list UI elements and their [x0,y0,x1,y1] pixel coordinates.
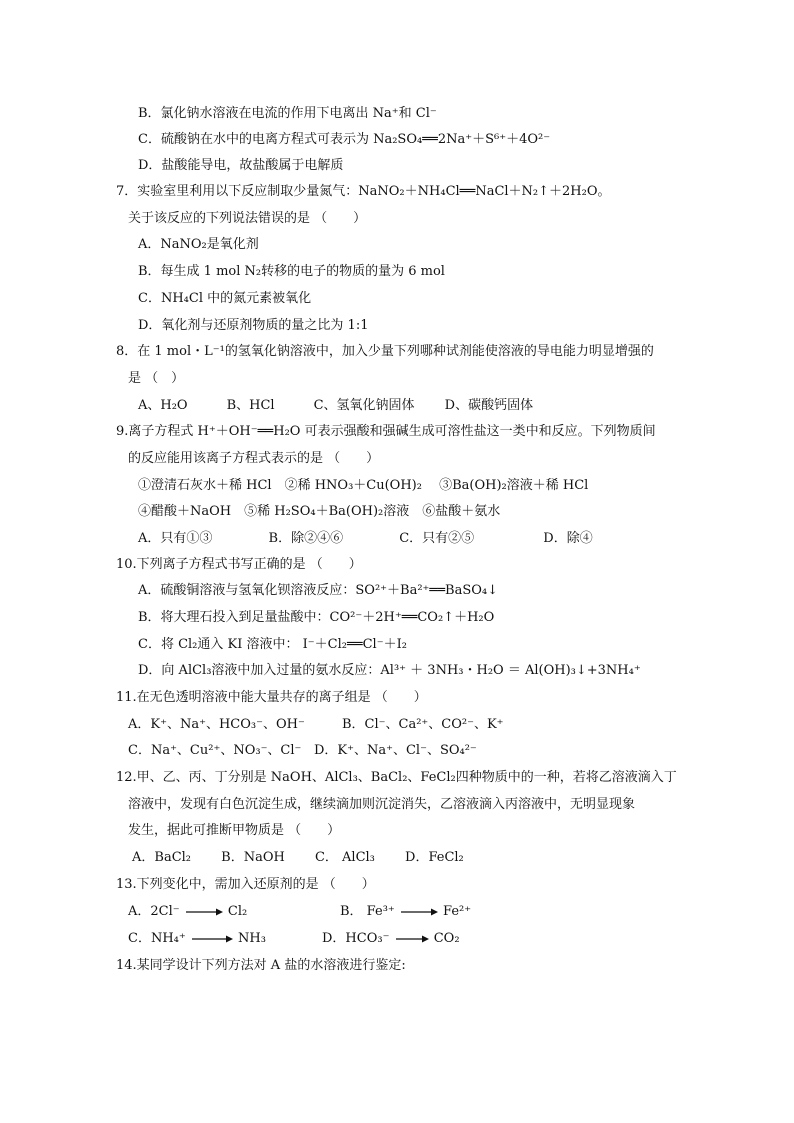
reaction-arrow-icon [184,907,224,917]
q9-items-line2: ④醋酸＋NaOH ⑤稀 H₂SO₄＋Ba(OH)₂溶液 ⑥盐酸＋氨水 [138,504,501,519]
q13-option-d-reactant: D．HCO₃⁻ [322,931,390,946]
q9-stem-line2: 的反应能用该离子方程式表示的是 （ ） [128,451,380,466]
reaction-arrow-icon [190,934,234,944]
q6-option-b: B．氯化钠水溶液在电流的作用下电离出 Na⁺和 Cl⁻ [138,106,437,121]
q6-option-d: D．盐酸能导电，故盐酸属于电解质 [138,158,344,173]
q11-stem: 11.在无色透明溶液中能大量共存的离子组是 （ ） [116,690,427,705]
q7-option-c: C．NH₄Cl 中的氮元素被氧化 [138,291,312,306]
q12-options: A．BaCl₂ B．NaOH C． AlCl₃ D．FeCl₂ [132,850,464,865]
q7-stem-line2: 关于该反应的下列说法错误的是 （ ） [128,211,367,226]
q13-option-c-reactant: C．NH₄⁺ [128,931,186,946]
reaction-arrow-icon [399,907,439,917]
q10-stem: 10.下列离子方程式书写正确的是 （ ） [116,557,362,572]
q6-option-c: C．硫酸钠在水中的电离方程式可表示为 Na₂SO₄══2Na⁺＋S⁶⁺＋4O²⁻ [138,132,551,147]
reaction-arrow-icon [394,934,430,944]
q11-option-a: A．K⁺、Na⁺、HCO₃⁻、OH⁻ [128,717,305,732]
q9-items-line1: ①澄清石灰水＋稀 HCl ②稀 HNO₃＋Cu(OH)₂ ③Ba(OH)₂溶液＋稀 HCl [138,478,589,493]
q14-stem: 14.某同学设计下列方法对 A 盐的水溶液进行鉴定: [116,958,406,973]
q8-stem-line1: 8．在 1 mol・L⁻¹的氢氧化钠溶液中，加入少量下列哪种试剂能使溶液的导电能力明显增强的 [116,344,654,359]
q9-stem-line1: 9.离子方程式 H⁺＋OH⁻══H₂O 可表示强酸和强碱生成可溶性盐这一类中和反应。下列物质间 [116,424,656,439]
q13-option-a-product: Cl₂ [227,904,248,919]
q10-option-d: D．向 AlCl₃溶液中加入过量的氨水反应：Al³⁺ ＋ 3NH₃・H₂O ＝ Al(OH)₃↓+3NH₄⁺ [138,663,641,678]
q13-option-d-product: CO₂ [433,931,460,946]
q8-options: A、H₂O B、HCl C、氢氧化钠固体 D、碳酸钙固体 [138,398,534,413]
q7-option-b: B．每生成 1 mol N₂转移的电子的物质的量为 6 mol [138,264,445,279]
q7-option-a: A．NaNO₂是氧化剂 [138,237,259,252]
q10-option-b: B．将大理石投入到足量盐酸中：CO²⁻＋2H⁺══CO₂↑＋H₂O [138,610,495,625]
q13-option-b-product: Fe²⁺ [443,904,472,919]
q11-option-b: B．Cl⁻、Ca²⁺、CO²⁻、K⁺ [342,717,504,732]
q8-stem-line2: 是 （ ） [128,371,185,386]
q13-option-d [322,930,460,948]
q13-option-b-reactant: B． Fe³⁺ [340,904,395,919]
q7-option-d: D．氧化剂与还原剂物质的量之比为 1:1 [138,318,369,333]
q13-option-a-reactant: A．2Cl⁻ [128,904,180,919]
q13-stem: 13.下列变化中，需加入还原剂的是 （ ） [116,877,375,892]
q11-option-c: C．Na⁺、Cu²⁺、NO₃⁻、Cl⁻ [128,743,302,758]
q13-option-c-product: NH₃ [238,931,266,946]
q7-stem-line1: 7．实验室里利用以下反应制取少量氮气：NaNO₂＋NH₄Cl══NaCl＋N₂↑＋2H₂O。 [116,184,611,199]
q12-stem-line3: 发生，据此可推断甲物质是 （ ） [128,823,341,838]
q9-options: A．只有①③ B．除②④⑥ C．只有②⑤ D．除④ [138,531,593,546]
q13-option-b [340,903,471,921]
q13-option-a [128,903,247,921]
q10-option-a: A．硫酸铜溶液与氢氧化钡溶液反应：SO²⁺＋Ba²⁺══BaSO₄↓ [138,583,499,598]
q12-stem-line1: 12.甲、乙、丙、丁分别是 NaOH、AlCl₃、BaCl₂、FeCl₂四种物质中的一种，若将乙溶液滴入丁 [116,770,677,785]
q12-stem-line2: 溶液中，发现有白色沉淀生成，继续滴加则沉淀消失，乙溶液滴入丙溶液中，无明显现象 [128,797,636,812]
q10-option-c: C．将 Cl₂通入 KI 溶液中： I⁻＋Cl₂══Cl⁻＋I₂ [138,637,407,652]
q11-option-d: D．K⁺、Na⁺、Cl⁻、SO₄²⁻ [314,743,477,758]
q13-option-c [128,930,266,948]
